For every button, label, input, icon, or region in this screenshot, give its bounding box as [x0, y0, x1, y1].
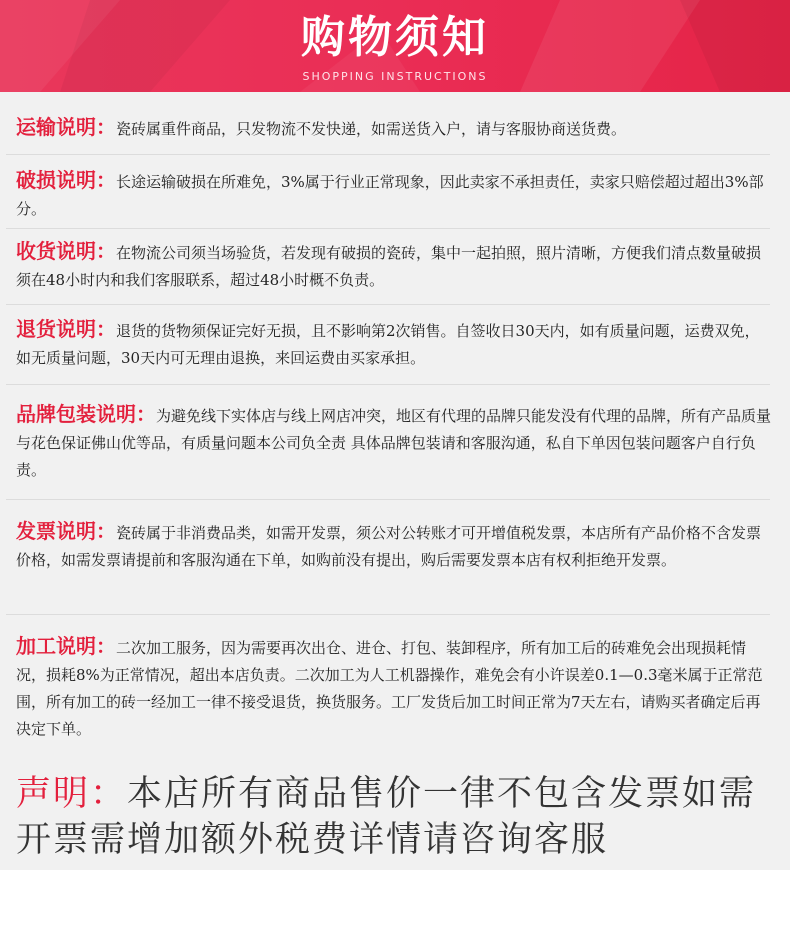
section-label: 品牌包装说明：	[16, 402, 156, 426]
section-label: 运输说明：	[16, 115, 116, 139]
statement-notice	[16, 771, 776, 863]
statement-text: 本店所有商品售价一律不包含发票如需开票需增加额外税费详情请咨询客服	[16, 774, 757, 860]
divider	[6, 499, 770, 500]
section-label: 加工说明：	[16, 634, 116, 658]
section-label: 发票说明：	[16, 519, 116, 543]
section-processing	[16, 633, 772, 743]
page-subtitle: SHOPPING INSTRUCTIONS	[302, 70, 488, 83]
divider	[6, 384, 770, 385]
section-text: 在物流公司须当场验货，若发现有破损的瓷砖，集中一起拍照，照片清晰，方便我们清点数量破损须在48小时内和我们客服联系，超过48小时概不负责。	[16, 244, 762, 289]
section-text: 长途运输破损在所难免，3%属于行业正常现象，因此卖家不承担责任，卖家只赔偿超过超出3%部分。	[16, 173, 764, 218]
section-label: 收货说明：	[16, 239, 116, 263]
section-text: 瓷砖属于非消费品类，如需开发票，须公对公转账才可开增值税发票，本店所有产品价格不含发票价格，如需发票请提前和客服沟通在下单，如购前没有提出，购后需要发票本店有权利拒绝开发票。	[16, 524, 762, 569]
section-text: 二次加工服务，因为需要再次出仓、进仓、打包、装卸程序，所有加工后的砖难免会出现损耗情况，损耗8%为正常情况，超出本店负责。二次加工为人工机器操作，难免会有小许误差0.1—0.3毫米属于正常范围，所有加工的砖一经加工一律不接受退货，换货服务。工厂发货后加工时间正常为7天左右，请购买者确定后再决定下单。	[16, 639, 763, 738]
section-brand-packaging	[16, 401, 772, 484]
section-shipping	[16, 114, 772, 143]
section-returns	[16, 316, 772, 372]
section-text: 退货的货物须保证完好无损，且不影响第2次销售。自签收日30天内，如有质量问题，运费双免，如无质量问题，30天内可无理由退换，来回运费由买家承担。	[16, 322, 760, 367]
instructions-panel	[0, 92, 790, 870]
statement-label: 声明：	[16, 774, 128, 814]
section-invoice	[16, 518, 772, 574]
divider	[6, 228, 770, 229]
section-damage	[16, 167, 772, 223]
section-text: 瓷砖属重件商品，只发物流不发快递，如需送货入户，请与客服协商送货费。	[116, 120, 627, 138]
section-label: 破损说明：	[16, 168, 116, 192]
divider	[6, 154, 770, 155]
header-banner	[0, 0, 790, 92]
divider	[6, 614, 770, 615]
page-title: 购物须知	[301, 12, 489, 63]
section-text: 为避免线下实体店与线上网店冲突，地区有代理的品牌只能发没有代理的品牌，所有产品质量与花色保证佛山优等品，有质量问题本公司负全责 具体品牌包装请和客服沟通，私自下单因包装问题客户自行负责。	[16, 407, 772, 479]
section-label: 退货说明：	[16, 317, 116, 341]
divider	[6, 304, 770, 305]
section-receiving	[16, 238, 772, 294]
